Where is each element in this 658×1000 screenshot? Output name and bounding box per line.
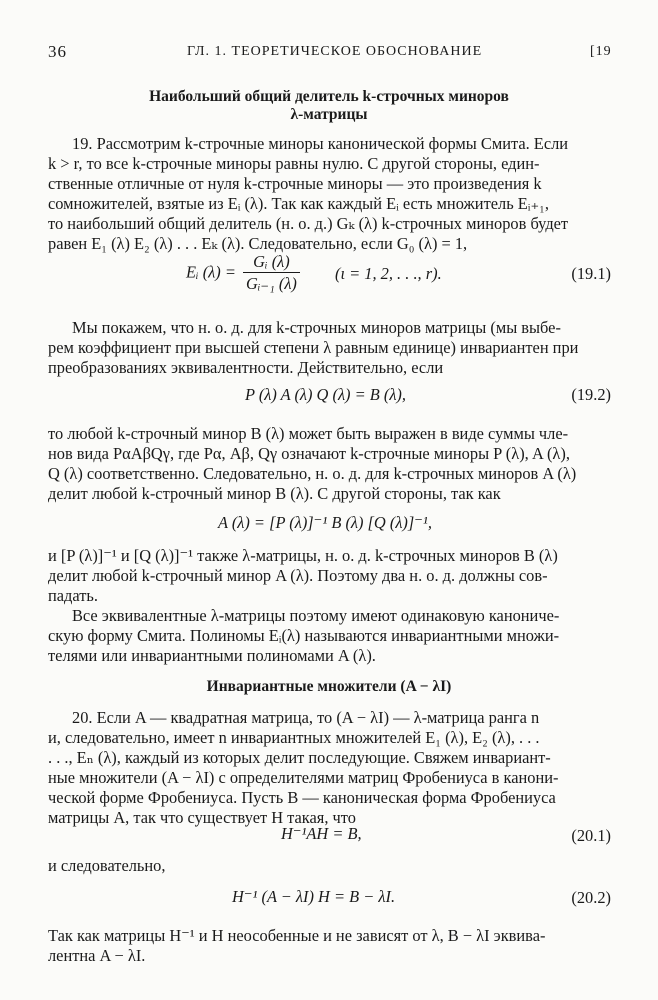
- para-minor-line: делит любой k-строчный минор B (λ). С другой стороны, так как: [48, 484, 501, 503]
- para20-line: матрицы A, так что существует H такая, что: [48, 808, 356, 827]
- para19-line: 19. Рассмотрим k-строчные миноры канонической формы Смита. Если: [72, 134, 569, 153]
- eq19-1-number: (19.1): [571, 264, 611, 283]
- running-title: ГЛ. 1. ТЕОРЕТИЧЕСКОЕ ОБОСНОВАНИЕ: [187, 44, 483, 59]
- para-minor-line: то любой k-строчный минор B (λ) может быть выражен в виде суммы чле-: [48, 424, 569, 443]
- para-minor-line: нов вида PαAβQγ, где Pα, Aβ, Qγ означают k-строчные миноры P (λ), A (λ),: [48, 444, 570, 463]
- para-also-line: и [P (λ)]⁻¹ и [Q (λ)]⁻¹ также λ-матрицы, н. о. д. k-строчных миноров B (λ): [48, 546, 558, 565]
- eq19-1-lhs: Eᵢ (λ) =: [186, 262, 236, 282]
- equation-20-1: H⁻¹AH = B,: [281, 824, 362, 843]
- equation-inverse: A (λ) = [P (λ)]⁻¹ B (λ) [Q (λ)]⁻¹,: [218, 513, 432, 532]
- section2-title: Инвариантные множители (A − λI): [206, 678, 452, 695]
- para20-line: 20. Если A — квадратная матрица, то (A − λI) — λ-матрица ранга n: [72, 708, 540, 727]
- section-mark: [19: [590, 44, 612, 59]
- section-title-line2: λ-матрицы: [290, 106, 368, 123]
- para19-line: сомножителей, взятые из Eᵢ (λ). Так как каждый Eᵢ есть множитель Eᵢ₊₁,: [48, 194, 549, 213]
- para-final-line: Так как матрицы H⁻¹ и H неособенные и не зависят от λ, B − λI эквива-: [48, 926, 546, 945]
- eq20-1-number: (20.1): [571, 826, 611, 845]
- eq19-1-fraction: [243, 252, 300, 293]
- eq19-1-denominator: Gᵢ₋₁ (λ): [246, 274, 297, 293]
- para-invariants-line: телями или инвариантными полиномами A (λ).: [48, 646, 376, 665]
- para-invariance-line: рем коэффициент при высшей степени λ равным единице) инвариантен при: [48, 338, 579, 357]
- equation-19-2: P (λ) A (λ) Q (λ) = B (λ),: [245, 385, 406, 404]
- para-invariants-line: скую форму Смита. Полиномы Eᵢ(λ) называются инвариантными множи-: [48, 626, 560, 645]
- para-hence: и следовательно,: [48, 856, 166, 875]
- para-final-line: лентна A − λI.: [48, 946, 146, 965]
- para19-line: равен E₁ (λ) E₂ (λ) . . . Eₖ (λ). Следовательно, если G₀ (λ) = 1,: [48, 234, 468, 253]
- para20-line: ные множители (A − λI) с определителями матриц Фробениуса в канони-: [48, 768, 559, 787]
- section-title-line1: Наибольший общий делитель k-строчных миноров: [149, 88, 509, 105]
- eq19-1-condition: (ι = 1, 2, . . ., r).: [335, 264, 442, 283]
- eq19-1-numerator: Gᵢ (λ): [243, 252, 300, 273]
- para20-line: . . ., Eₙ (λ), каждый из которых делит последующие. Свяжем инвариант-: [48, 748, 551, 767]
- para-invariance-line: преобразованиях эквивалентности. Действительно, если: [48, 358, 444, 377]
- para19-line: то наибольший общий делитель (н. о. д.) Gₖ (λ) k-строчных миноров будет: [48, 214, 569, 233]
- eq20-2-number: (20.2): [571, 888, 611, 907]
- para20-line: ческой форме Фробениуса. Пусть B — каноническая форма Фробениуса: [48, 788, 556, 807]
- para-invariants-line: Все эквивалентные λ-матрицы поэтому имеют одинаковую канониче-: [72, 606, 560, 625]
- para-invariance-line: Мы покажем, что н. о. д. для k-строчных миноров матрицы (мы выбе-: [72, 318, 561, 337]
- para20-line: и, следовательно, имеет n инвариантных множителей E₁ (λ), E₂ (λ), . . .: [48, 728, 540, 747]
- para-also-line: делит любой k-строчный минор A (λ). Поэтому два н. о. д. должны сов-: [48, 566, 548, 585]
- eq19-2-number: (19.2): [571, 385, 611, 404]
- equation-19-1: [186, 252, 303, 293]
- para-also-line: падать.: [48, 586, 98, 605]
- equation-20-2: H⁻¹ (A − λI) H = B − λI.: [232, 887, 396, 906]
- para19-line: ственные отличные от нуля k-строчные миноры — это произведения k: [48, 174, 542, 193]
- page-number: 36: [48, 42, 67, 61]
- para-minor-line: Q (λ) соответственно. Следовательно, н. о. д. для k-строчных миноров A (λ): [48, 464, 577, 483]
- para19-line: k > r, то все k-строчные миноры равны нулю. С другой стороны, един-: [48, 154, 540, 173]
